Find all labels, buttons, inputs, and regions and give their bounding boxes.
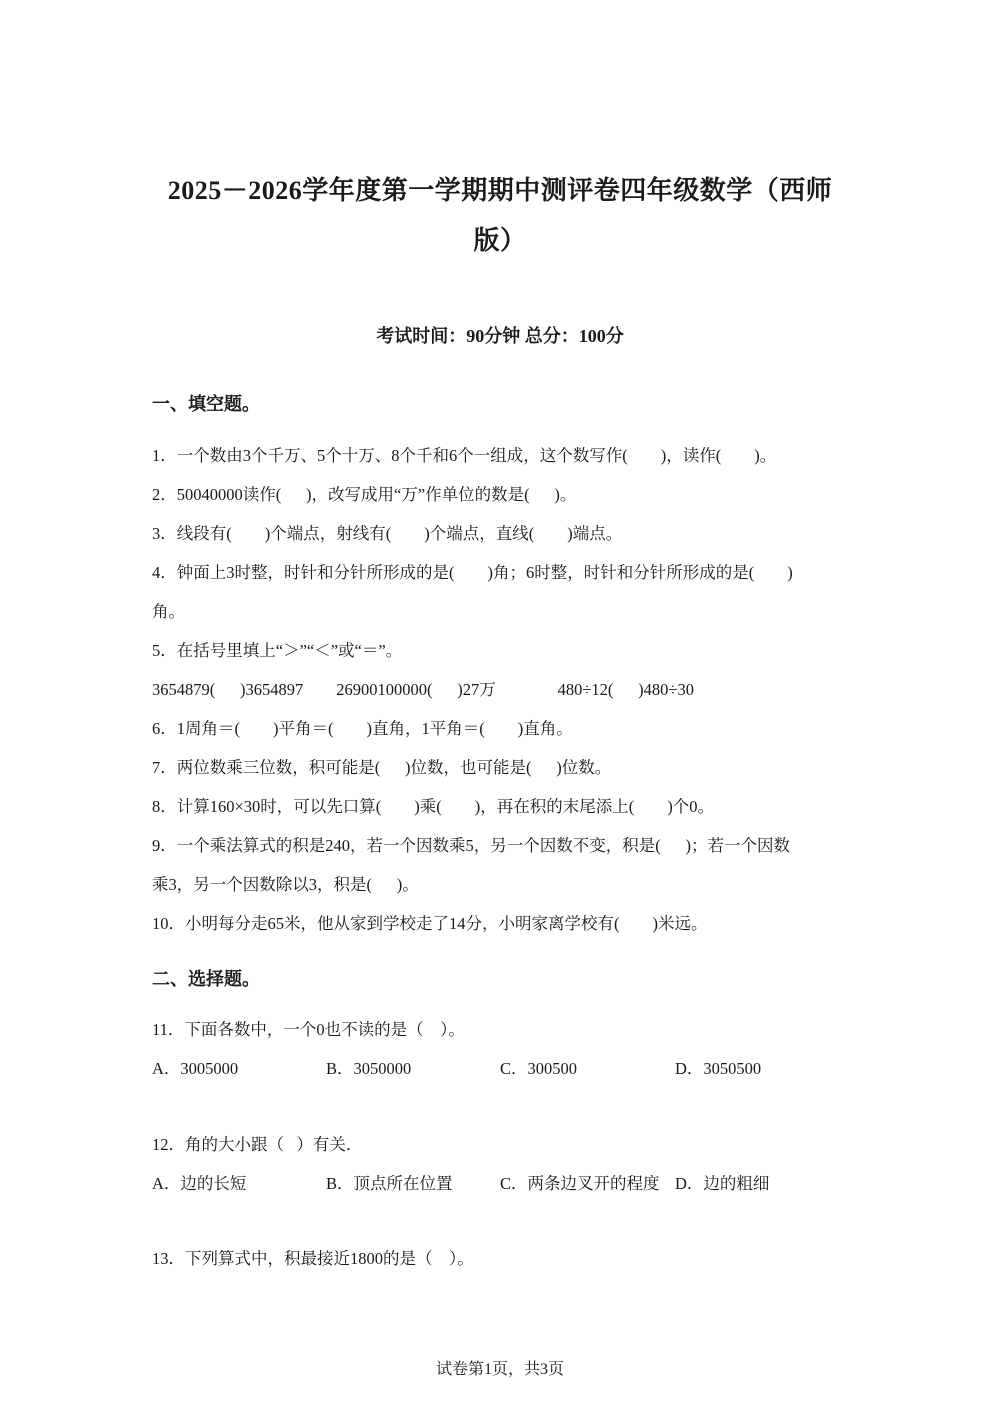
- q11-option-d: D．3050500: [675, 1059, 762, 1078]
- exam-info: 考试时间：90分钟 总分：100分: [376, 326, 624, 346]
- q12-option-c: C．两条边叉开的程度: [500, 1174, 660, 1193]
- question-8: 8．计算160×30时，可以先口算( )乘( )，再在积的末尾添上( )个0。: [152, 797, 715, 816]
- q12-option-b: B．顶点所在位置: [326, 1174, 453, 1193]
- question-4: 4．钟面上3时整，时针和分针所形成的是( )角；6时整，时针和分针所形成的是( ): [152, 563, 793, 582]
- question-11: 11．下面各数中，一个0也不读的是（ ）。: [152, 1020, 465, 1039]
- page-title-line2: 版）: [473, 226, 527, 255]
- question-1: 1．一个数由3个千万、5个十万、8个千和6个一组成，这个数写作( )，读作( )。: [152, 446, 777, 465]
- question-2: 2．50040000读作( )，改写成用“万”作单位的数是( )。: [152, 485, 577, 504]
- q11-option-b: B．3050000: [326, 1059, 412, 1078]
- question-12: 12．角的大小跟（ ）有关．: [152, 1135, 363, 1154]
- question-13: 13．下列算式中，积最接近1800的是（ ）。: [152, 1249, 474, 1268]
- question-7: 7．两位数乘三位数，积可能是( )位数，也可能是( )位数。: [152, 758, 612, 777]
- section-heading-fill-in: 一、填空题。: [152, 394, 260, 414]
- question-9: 9．一个乘法算式的积是240，若一个因数乘5，另一个因数不变，积是( )；若一个因数: [152, 836, 790, 855]
- question-10: 10．小明每分走65米，他从家到学校走了14分，小明家离学校有( )米远。: [152, 914, 708, 933]
- q12-option-d: D．边的粗细: [675, 1174, 770, 1193]
- q12-option-a: A．边的长短: [152, 1174, 247, 1193]
- question-9-continued: 乘3，另一个因数除以3，积是( )。: [152, 875, 419, 894]
- q11-option-a: A．3005000: [152, 1059, 239, 1078]
- question-6: 6．1周角＝( )平角＝( )直角，1平角＝( )直角。: [152, 719, 573, 738]
- page-footer: 试卷第1页，共3页: [435, 1361, 564, 1378]
- question-5: 5．在括号里填上“＞”“＜”或“＝”。: [152, 641, 403, 660]
- section-heading-choice: 二、选择题。: [152, 969, 260, 989]
- question-4-continued: 角。: [152, 602, 185, 621]
- question-5-comparisons: 3654879( )3654897 26900100000( )27万 480÷12( )480÷30: [152, 680, 694, 699]
- question-3: 3．线段有( )个端点，射线有( )个端点，直线( )端点。: [152, 524, 623, 543]
- q11-option-c: C．300500: [500, 1059, 578, 1078]
- page-title-line1: 2025－2026学年度第一学期期中测评卷四年级数学（西师: [167, 176, 833, 205]
